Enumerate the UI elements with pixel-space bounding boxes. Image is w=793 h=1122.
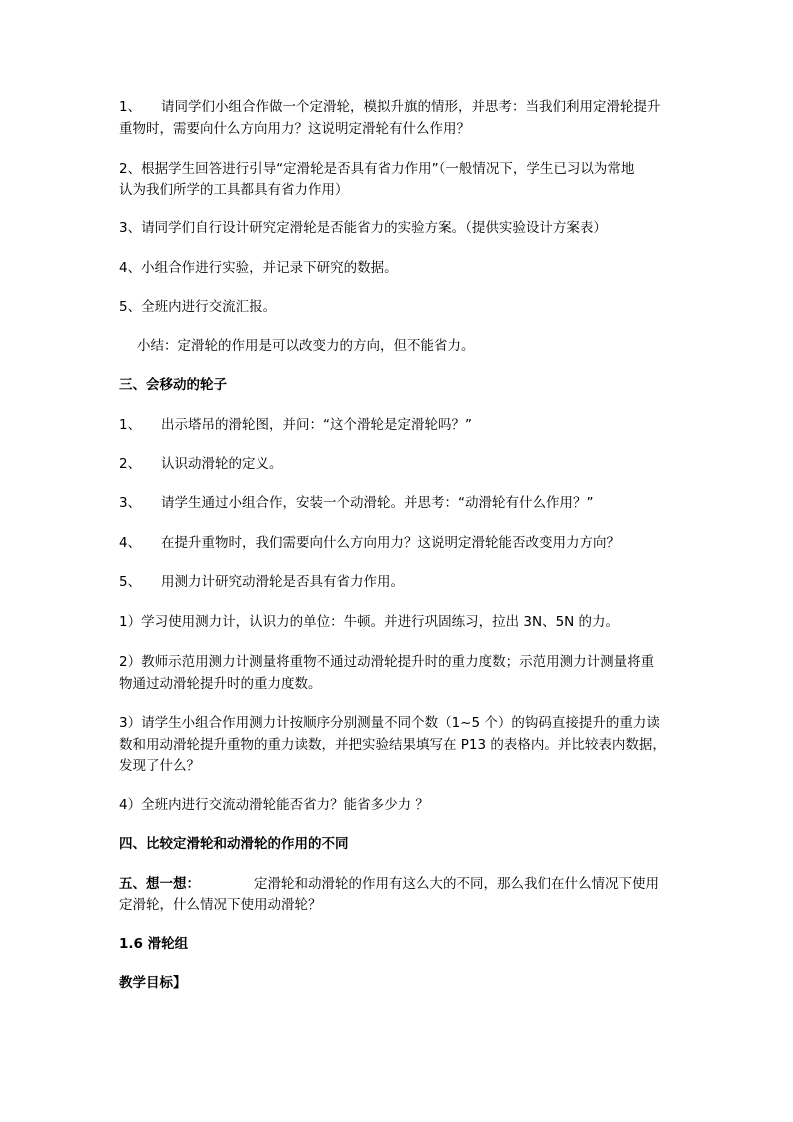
list-item: 1、 出示塔吊的滑轮图，并问：“这个滑轮是定滑轮吗？” [119,417,472,433]
summary: 小结：定滑轮的作用是可以改变力的方向，但不能省力。 [137,338,475,354]
sub-item-4: 4）全班内进行交流动滑轮能否省力？能省多少力 ？ [119,797,429,813]
paragraph-1-number: 1、 [119,99,142,115]
sub-item-1: 1）学习使用测力计，认识力的单位：牛顿。并进行巩固练习，拉出 3N、5N 的力。 [119,614,620,630]
paragraph-4: 4、小组合作进行实验，并记录下研究的数据。 [119,260,398,276]
list-item: 2、 认识动滑轮的定义。 [119,456,283,472]
heading-3: 三、会移动的轮子 [119,377,227,393]
sub-item-2-line-1: 2）教师示范用测力计测量将重物不通过动滑轮提升时的重力度数；示范用测力计测量将重 [119,654,655,670]
section-title: 1.6 滑轮组 [119,936,189,952]
objectives-heading: 教学目标】 [119,975,187,991]
list-item: 4、 在提升重物时，我们需要向什么方向用力？这说明定滑轮能否改变用力方向？ [119,535,620,551]
paragraph-3: 3、请同学们自行设计研究定滑轮是否能省力的实验方案。（提供实验设计方案表） [119,220,607,236]
sub-item-3-line-3: 发现了什么？ [119,758,200,774]
paragraph-1-line-2: 重物时，需要向什么方向用力？这说明定滑轮有什么作用？ [119,121,470,137]
heading-4: 四、比较定滑轮和动滑轮的作用的不同 [119,836,349,852]
paragraph-2-line-2: 认为我们所学的工具都具有省力作用） [119,182,349,198]
heading-5-label: 五、想一想： [119,876,200,892]
sub-item-3-line-1: 3）请学生小组合作用测力计按顺序分别测量不同个数（1~5 个）的钩码直接提升的重力读 [119,715,660,731]
sub-item-3-line-2: 数和用动滑轮提升重物的重力读数，并把实验结果填写在 P13 的表格内。并比较表内数据， [119,737,666,753]
heading-5-line-2: 定滑轮，什么情况下使用动滑轮？ [119,897,322,913]
paragraph-5: 5、全班内进行交流汇报。 [119,299,277,315]
paragraph-1-line-1: 1、 请同学们小组合作做一个定滑轮，模拟升旗的情形，并思考：当我们利用定滑轮提升 [119,95,661,119]
heading-5-line-1: 五、想一想： 定滑轮和动滑轮的作用有这么大的不同，那么我们在什么情况下使用 [119,872,659,896]
sub-item-2-line-2: 物通过动滑轮提升时的重力度数。 [119,676,322,692]
list-item: 3、 请学生通过小组合作，安装一个动滑轮。并思考：“动滑轮有什么作用？” [119,495,594,511]
list-item: 5、 用测力计研究动滑轮是否具有省力作用。 [119,574,404,590]
paragraph-2-line-1: 2、根据学生回答进行引导“定滑轮是否具有省力作用”（一般情况下，学生已习以为常地 [119,161,635,177]
